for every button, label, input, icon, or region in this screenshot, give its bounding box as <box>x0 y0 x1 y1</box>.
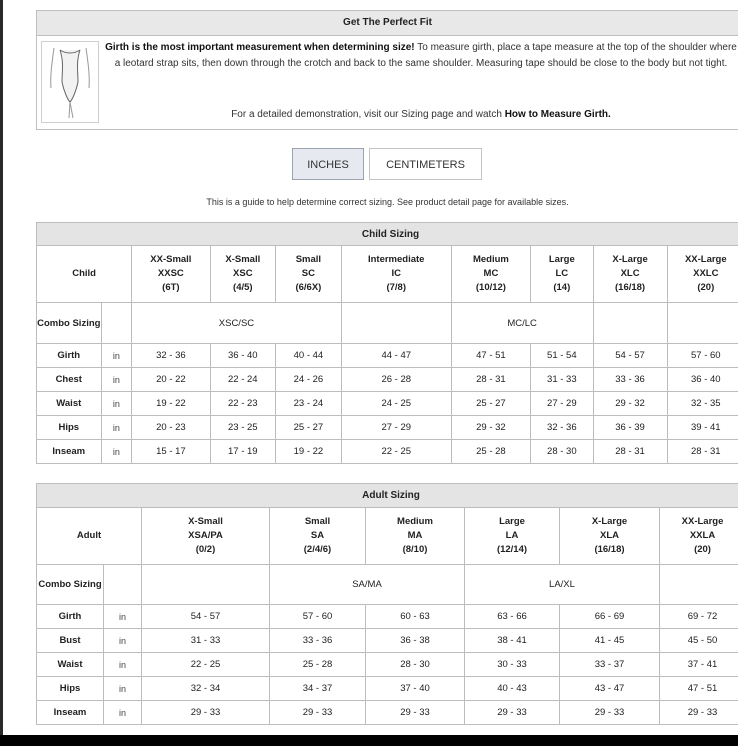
row-unit: in <box>101 344 132 368</box>
row-label: Hips <box>37 416 102 440</box>
table-cell: 54 - 57 <box>142 605 270 629</box>
combo-sa-ma: SA/MA <box>270 565 465 605</box>
size-header: Intermediate IC (7/8) <box>341 246 451 303</box>
table-cell: 32 - 36 <box>531 416 593 440</box>
table-cell: 57 - 60 <box>667 344 738 368</box>
size-header: XX-Small XXSC (6T) <box>132 246 210 303</box>
child-measure-row <box>37 392 738 416</box>
size-header: Large LA (12/14) <box>465 508 560 565</box>
child-sizing-title: Child Sizing <box>37 223 738 246</box>
table-cell: 28 - 31 <box>593 440 667 464</box>
table-cell: 28 - 31 <box>451 368 530 392</box>
table-cell: 36 - 40 <box>210 344 276 368</box>
combo-la-xl: LA/XL <box>465 565 660 605</box>
bottom-bar <box>0 735 738 746</box>
table-cell: 51 - 54 <box>531 344 593 368</box>
table-cell: 47 - 51 <box>660 677 738 701</box>
table-cell: 29 - 32 <box>593 392 667 416</box>
centimeters-button[interactable]: CENTIMETERS <box>369 148 482 180</box>
table-cell: 23 - 25 <box>210 416 276 440</box>
table-cell: 40 - 43 <box>465 677 560 701</box>
adult-measure-row <box>37 701 738 725</box>
table-cell: 37 - 41 <box>660 653 738 677</box>
table-cell: 28 - 30 <box>366 653 465 677</box>
child-measure-row <box>37 416 738 440</box>
table-cell: 36 - 40 <box>667 368 738 392</box>
table-cell: 57 - 60 <box>270 605 366 629</box>
table-cell: 54 - 57 <box>593 344 667 368</box>
how-to-measure-girth-link[interactable]: How to Measure Girth. <box>504 109 611 120</box>
table-cell: 24 - 25 <box>341 392 451 416</box>
child-sizing-table <box>36 222 738 464</box>
row-unit: in <box>101 440 132 464</box>
combo-mc-lc: MC/LC <box>451 303 593 344</box>
table-cell: 40 - 44 <box>276 344 342 368</box>
row-unit: in <box>104 653 142 677</box>
child-label: Child <box>37 246 132 303</box>
table-cell: 27 - 29 <box>341 416 451 440</box>
table-cell: 60 - 63 <box>366 605 465 629</box>
table-cell: 31 - 33 <box>531 368 593 392</box>
table-cell: 69 - 72 <box>660 605 738 629</box>
table-cell: 19 - 22 <box>276 440 342 464</box>
adult-combo-row <box>37 565 738 605</box>
table-cell: 34 - 37 <box>270 677 366 701</box>
table-cell: 25 - 27 <box>276 416 342 440</box>
demo-line <box>103 109 738 120</box>
table-cell: 41 - 45 <box>560 629 660 653</box>
size-header: Large LC (14) <box>531 246 593 303</box>
table-cell: 25 - 27 <box>451 392 530 416</box>
adult-measure-row <box>37 605 738 629</box>
table-cell: 29 - 33 <box>660 701 738 725</box>
table-cell: 36 - 39 <box>593 416 667 440</box>
size-header: XX-Large XXLC (20) <box>667 246 738 303</box>
table-cell: 24 - 26 <box>276 368 342 392</box>
table-cell: 45 - 50 <box>660 629 738 653</box>
row-unit: in <box>104 701 142 725</box>
table-cell: 26 - 28 <box>341 368 451 392</box>
table-cell: 15 - 17 <box>132 440 210 464</box>
size-header: Medium MC (10/12) <box>451 246 530 303</box>
table-cell: 28 - 31 <box>667 440 738 464</box>
row-unit: in <box>101 416 132 440</box>
demo-text: For a detailed demonstration, visit our Sizing page and watch <box>231 109 505 120</box>
table-cell: 23 - 24 <box>276 392 342 416</box>
table-cell: 20 - 22 <box>132 368 210 392</box>
table-cell: 63 - 66 <box>465 605 560 629</box>
row-label: Girth <box>37 344 102 368</box>
girth-instructions-bold: Girth is the most important measurement when determining size! <box>105 42 415 53</box>
table-cell: 33 - 36 <box>593 368 667 392</box>
table-cell: 38 - 41 <box>465 629 560 653</box>
table-cell: 32 - 36 <box>132 344 210 368</box>
left-edge <box>0 0 3 735</box>
table-cell: 29 - 33 <box>142 701 270 725</box>
table-cell: 20 - 23 <box>132 416 210 440</box>
row-unit: in <box>101 392 132 416</box>
child-measure-row <box>37 368 738 392</box>
child-measure-row <box>37 344 738 368</box>
table-cell: 31 - 33 <box>142 629 270 653</box>
fit-guide-title: Get The Perfect Fit <box>37 11 738 36</box>
row-label: Waist <box>37 653 104 677</box>
adult-measure-row <box>37 629 738 653</box>
row-unit: in <box>104 629 142 653</box>
table-cell: 33 - 36 <box>270 629 366 653</box>
size-header: X-Large XLA (16/18) <box>560 508 660 565</box>
row-label: Hips <box>37 677 104 701</box>
adult-measure-row <box>37 653 738 677</box>
size-header: Small SC (6/6X) <box>276 246 342 303</box>
table-cell: 39 - 41 <box>667 416 738 440</box>
size-header: X-Small XSA/PA (0/2) <box>142 508 270 565</box>
row-label: Chest <box>37 368 102 392</box>
table-cell: 37 - 40 <box>366 677 465 701</box>
row-unit: in <box>101 368 132 392</box>
table-cell: 22 - 25 <box>341 440 451 464</box>
size-header: Small SA (2/4/6) <box>270 508 366 565</box>
girth-instructions-body: To measure girth, place a tape measure at the top of the shoulder where a leotard strap sits, then down through the crotch and back to the same shoulder. Measuring tape should be close to the body but not tight. <box>114 42 737 69</box>
table-cell: 19 - 22 <box>132 392 210 416</box>
child-measure-row <box>37 440 738 464</box>
size-header: XX-Large XXLA (20) <box>660 508 738 565</box>
row-unit: in <box>104 677 142 701</box>
table-cell: 22 - 25 <box>142 653 270 677</box>
adult-sizing-title: Adult Sizing <box>37 484 738 508</box>
table-cell: 47 - 51 <box>451 344 530 368</box>
table-cell: 29 - 33 <box>366 701 465 725</box>
combo-label: Combo Sizing <box>37 565 104 605</box>
size-header: X-Large XLC (16/18) <box>593 246 667 303</box>
row-label: Waist <box>37 392 102 416</box>
girth-instructions <box>103 40 738 72</box>
table-cell: 32 - 35 <box>667 392 738 416</box>
table-cell: 30 - 33 <box>465 653 560 677</box>
table-cell: 28 - 30 <box>531 440 593 464</box>
row-unit: in <box>104 605 142 629</box>
sizing-guide-note: This is a guide to help determine correct sizing. See product detail page for available sizes. <box>206 197 569 207</box>
child-combo-row <box>37 303 738 344</box>
size-header: Medium MA (8/10) <box>366 508 465 565</box>
table-cell: 66 - 69 <box>560 605 660 629</box>
row-label: Inseam <box>37 440 102 464</box>
leotard-figure-icon <box>41 41 99 123</box>
adult-label: Adult <box>37 508 142 565</box>
table-cell: 36 - 38 <box>366 629 465 653</box>
table-cell: 29 - 32 <box>451 416 530 440</box>
table-cell: 17 - 19 <box>210 440 276 464</box>
combo-label: Combo Sizing <box>37 303 102 344</box>
table-cell: 25 - 28 <box>270 653 366 677</box>
row-label: Inseam <box>37 701 104 725</box>
combo-xsc-sc: XSC/SC <box>132 303 341 344</box>
adult-sizing-table <box>36 483 738 725</box>
row-label: Girth <box>37 605 104 629</box>
table-cell: 22 - 23 <box>210 392 276 416</box>
table-cell: 44 - 47 <box>341 344 451 368</box>
table-cell: 33 - 37 <box>560 653 660 677</box>
table-cell: 29 - 33 <box>560 701 660 725</box>
table-cell: 27 - 29 <box>531 392 593 416</box>
table-cell: 25 - 28 <box>451 440 530 464</box>
row-label: Bust <box>37 629 104 653</box>
table-cell: 32 - 34 <box>142 677 270 701</box>
table-cell: 22 - 24 <box>210 368 276 392</box>
child-size-header-row <box>37 246 738 303</box>
inches-button[interactable]: INCHES <box>292 148 364 180</box>
fit-guide-panel <box>36 10 738 130</box>
adult-measure-row <box>37 677 738 701</box>
size-header: X-Small XSC (4/5) <box>210 246 276 303</box>
adult-size-header-row <box>37 508 738 565</box>
table-cell: 29 - 33 <box>270 701 366 725</box>
table-cell: 29 - 33 <box>465 701 560 725</box>
table-cell: 43 - 47 <box>560 677 660 701</box>
